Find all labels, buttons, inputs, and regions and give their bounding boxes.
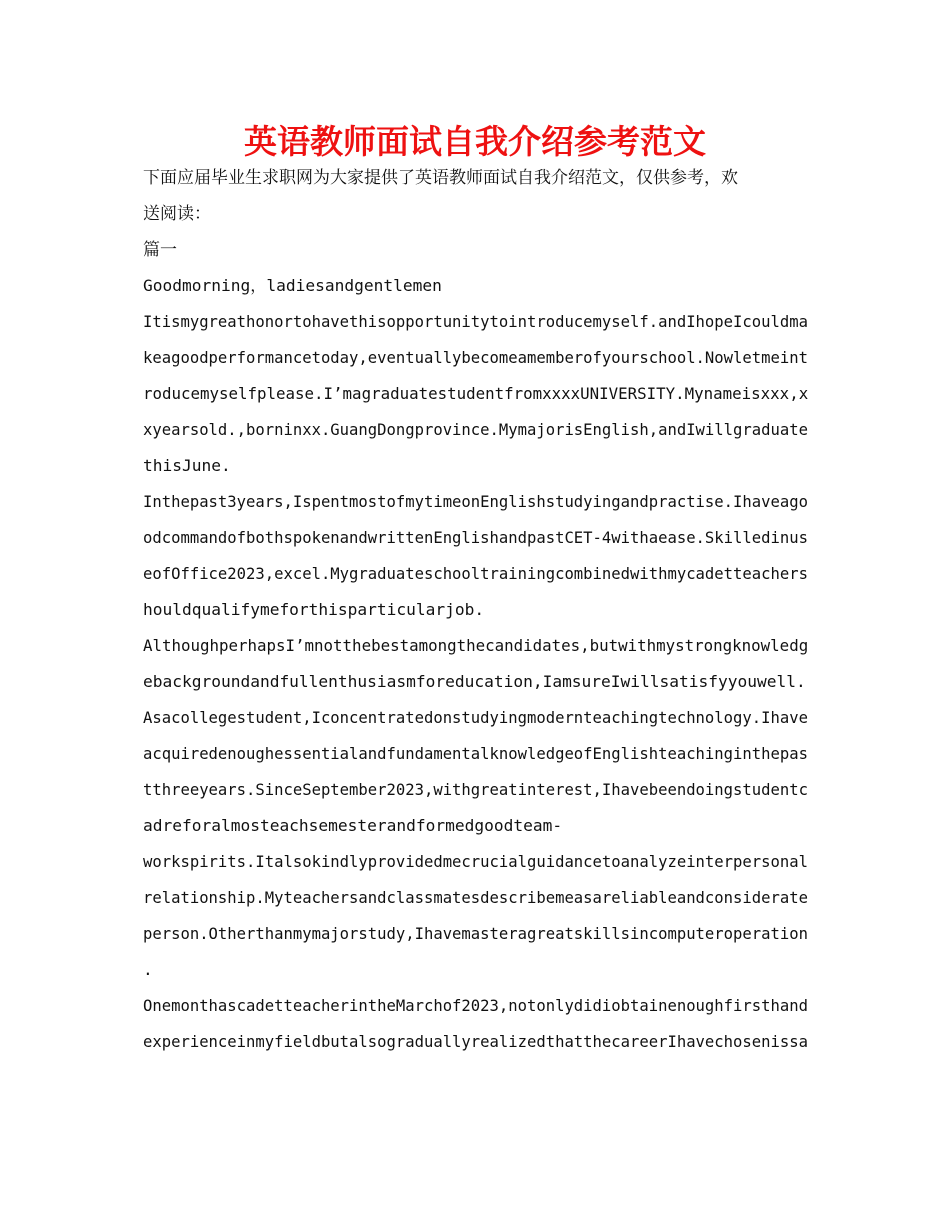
body-line: . (143, 960, 153, 979)
body-line: 送阅读： (143, 204, 211, 224)
body-line: workspirits.Italsokindlyprovidedmecrucialguidancetoanalyzeinterpersonal (143, 852, 808, 871)
body-line: xyearsold.,borninxx.GuangDongprovince.MymajorisEnglish,andIwillgraduate (143, 420, 808, 439)
body-line: roducemyselfplease.I’magraduatestudentfromxxxxUNIVERSITY.Mynameisxxx,x (143, 384, 809, 403)
body-line: eofOffice2023,excel.Mygraduateschooltrainingcombinedwithmycadetteachers (143, 564, 808, 583)
body-line: experienceinmyfieldbutalsograduallyrealizedthatthecareerIhavechosenissa (143, 1032, 808, 1051)
body-line: odcommandofbothspokenandwrittenEnglishandpastCET-4withaease.Skilledinus (143, 528, 808, 547)
body-line: tthreeyears.SinceSeptember2023,withgreatinterest,Ihavebeendoingstudentc (143, 780, 808, 799)
body-line: Goodmorning，ladiesandgentlemen (143, 276, 442, 295)
body-line: 篇一 (143, 240, 177, 260)
body-line: person.Otherthanmymajorstudy,Ihavemasteragreatskillsincomputeroperation (143, 924, 808, 943)
body-line: Inthepast3years,IspentmostofmytimeonEnglishstudyingandpractise.Ihaveago (143, 492, 808, 511)
document-title: 英语教师面试自我介绍参考范文 (244, 122, 706, 161)
body-line: OnemonthascadetteacherintheMarchof2023,notonlydidiobtainenoughfirsthand (143, 996, 808, 1015)
body-line: acquiredenoughessentialandfundamentalknowledgeofEnglishteachinginthepas (143, 744, 808, 763)
body-line: ebackgroundandfullenthusiasmforeducation,IamsureIwillsatisfyyouwell. (143, 672, 806, 691)
body-line: Asacollegestudent,Iconcentratedonstudyingmodernteachingtechnology.Ihave (143, 708, 808, 727)
body-line: houldqualifymeforthisparticularjob. (143, 600, 485, 619)
body-line: thisJune. (143, 456, 231, 475)
body-line: 下面应届毕业生求职网为大家提供了英语教师面试自我介绍范文，仅供参考，欢 (143, 168, 738, 188)
body-line: AlthoughperhapsI’mnotthebestamongthecandidates,butwithmystrongknowledg (143, 636, 809, 655)
body-line: adreforalmosteachsemesterandformedgoodteam- (143, 816, 563, 835)
body-line: relationship.Myteachersandclassmatesdescribemeasareliableandconsiderate (143, 888, 808, 907)
body-line: keagoodperformancetoday,eventuallybecomeamemberofyourschool.Nowletmeint (143, 348, 808, 367)
body-line: Itismygreathonortohavethisopportunitytointroducemyself.andIhopeIcouldma (143, 312, 808, 331)
